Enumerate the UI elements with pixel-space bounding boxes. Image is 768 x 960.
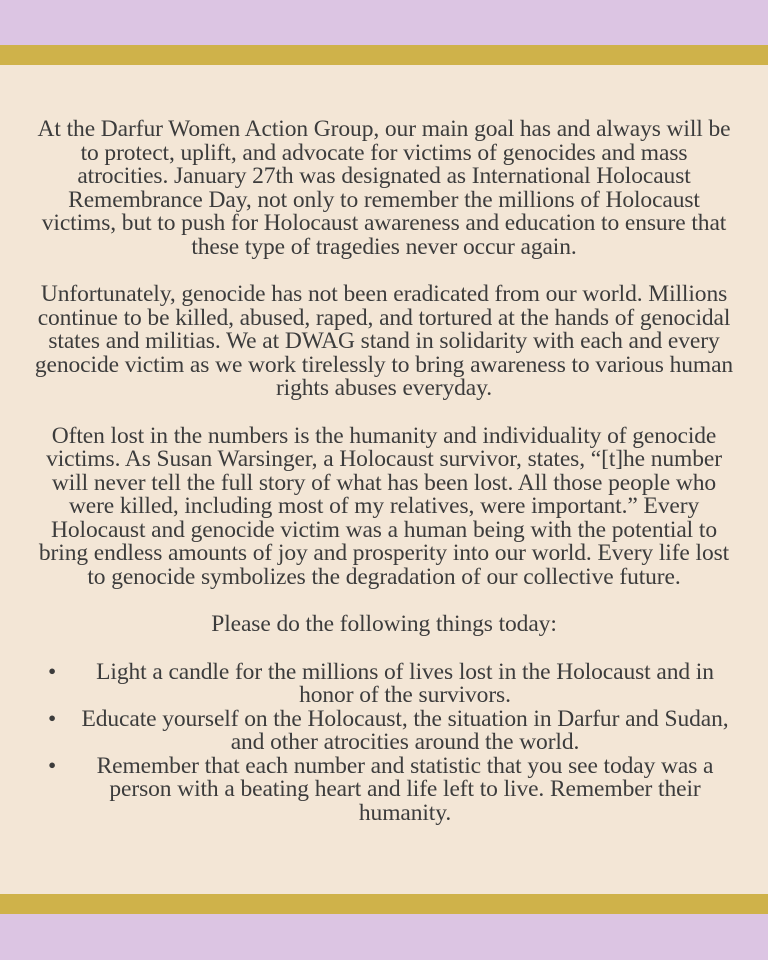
bottom-gold-band xyxy=(0,894,768,914)
action-item-educate xyxy=(34,705,734,755)
top-gold-band xyxy=(0,45,768,65)
action-item-candle xyxy=(34,658,734,708)
solidarity-paragraph: Unfortunately, genocide has not been eradicated from our world. Millions continue to be killed, abused, raped, and tortured at the hands of genocidal states and militias. We at DWAG stand in solidarity with each and every genocide victim as we work tirelessly to bring awareness to various human rights abuses everyday. xyxy=(34,281,734,401)
bullet-icon: • xyxy=(48,705,57,732)
top-lilac-band xyxy=(0,0,768,45)
action-item-text: Educate yourself on the Holocaust, the situation in Darfur and Sudan, and other atrocities around the world. xyxy=(81,705,729,755)
call-to-action-heading: Please do the following things today: xyxy=(211,611,557,637)
intro-paragraph: At the Darfur Women Action Group, our main goal has and always will be to protect, uplift, and advocate for victims of genocides and mass atrocities. January 27th was designated as International Holocaust Remembrance Day, not only to remember the millions of Holocaust victims, but to push for Holocaust awareness and education to ensure that these type of tragedies never occur again. xyxy=(37,116,731,260)
action-item-remember xyxy=(34,752,734,826)
action-list xyxy=(34,658,734,826)
action-item-text: Light a candle for the millions of lives lost in the Holocaust and in honor of the survivors. xyxy=(96,658,714,708)
statement-body xyxy=(34,118,734,825)
action-item-text: Remember that each number and statistic that you see today was a person with a beating heart and life left to live. Remember their humanity. xyxy=(96,752,714,826)
bullet-icon: • xyxy=(48,752,57,779)
humanity-paragraph: Often lost in the numbers is the humanity and individuality of genocide victims. As Susan Warsinger, a Holocaust survivor, states, “[t]he number will never tell the full story of what has been lost. All those people who were killed, including most of my relatives, were important.” Every Holocaust and genocide victim was a human being with the potential to bring endless amounts of joy and prosperity into our world. Every life lost to genocide symbolizes the degradation of our collective future. xyxy=(38,422,730,590)
bullet-icon: • xyxy=(48,658,57,685)
bottom-lilac-band xyxy=(0,914,768,960)
